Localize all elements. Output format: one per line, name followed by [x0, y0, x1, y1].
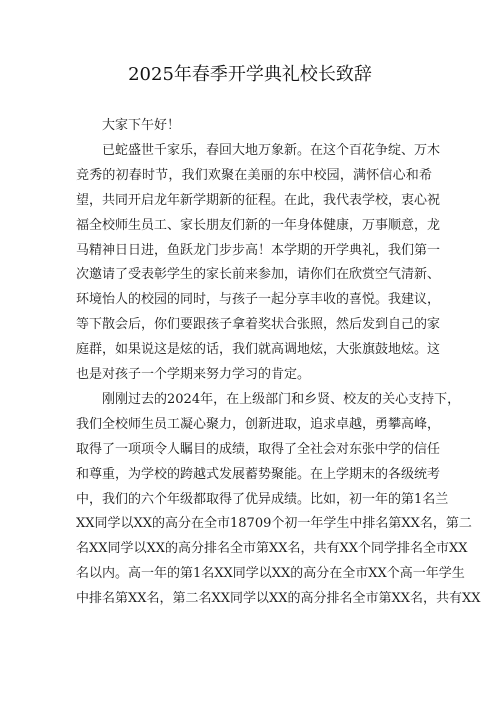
body-line: 名以内。高一年的第1名XX同学以XX的高分在全市XX个高一年学生 — [76, 566, 465, 582]
body-line: 中排名第XX名，第二名XX同学以XX的高分排名全市第XX名，共有XX — [76, 591, 481, 607]
body-line: 名XX同学以XX的高分排名全市第XX名，共有XX个同学排名全市XX — [76, 541, 468, 557]
body-line: 次邀请了受表彰学生的家长前来参加，请你们在欣赏空气清新、 — [76, 267, 441, 283]
body-line: 庭群，如果说这是炫的话，我们就高调地炫，大张旗鼓地炫。这 — [76, 342, 441, 358]
body-line: 和尊重，为学校的跨越式发展蓄势聚能。在上学期末的各级统考 — [76, 466, 441, 482]
body-line: 已蛇盛世千家乐，春回大地万象新。在这个百花争绽、万木 — [102, 142, 441, 158]
body-line: 大家下午好！ — [102, 118, 181, 133]
body-line: 马精神日日进，鱼跃龙门步步高！本学期的开学典礼，我们第一 — [76, 242, 441, 258]
document-title: 2025年春季开学典礼校长致辞 — [128, 64, 372, 85]
body-line: 刚刚过去的2024年，在上级部门和乡贤、校友的关心支持下， — [102, 391, 461, 407]
body-line: 环境怡人的校园的同时，与孩子一起分享丰收的喜悦。我建议， — [76, 292, 441, 308]
body-line: 望，共同开启龙年新学期新的征程。在此，我代表学校，衷心祝 — [76, 192, 441, 208]
body-line: 竞秀的初春时节，我们欢聚在美丽的东中校园，满怀信心和希 — [76, 167, 432, 183]
body-line: 我们全校师生员工凝心聚力，创新进取，追求卓越，勇攀高峰， — [76, 416, 441, 432]
body-line: 也是对孩子一个学期来努力学习的肯定。 — [76, 367, 311, 382]
body-line: XX同学以XX的高分在全市18709个初一年学生中排名第XX名，第二 — [76, 516, 472, 532]
body-line: 中，我们的六个年级都取得了优异成绩。比如，初一年的第1名兰 — [76, 491, 449, 507]
body-line: 等下散会后，你们要跟孩子拿着奖状合张照，然后发到自己的家 — [76, 317, 441, 333]
body-line: 取得了一项项令人瞩目的成绩，取得了全社会对东张中学的信任 — [76, 441, 441, 457]
body-line: 福全校师生员工、家长朋友们新的一年身体健康，万事顺意，龙 — [76, 217, 441, 233]
